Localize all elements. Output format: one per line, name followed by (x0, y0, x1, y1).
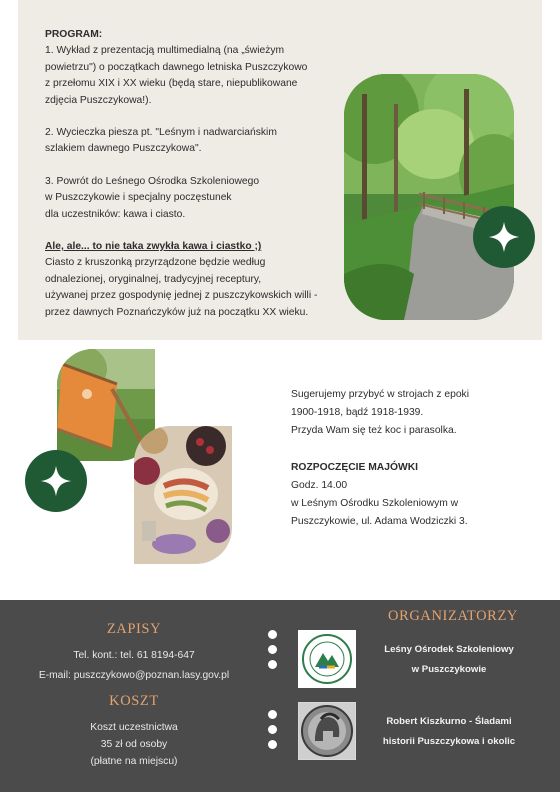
program-section (45, 27, 345, 321)
contact-email[interactable]: E-mail: puszczykowo@poznan.lasy.gov.pl (38, 670, 230, 681)
kiszkurno-logo (298, 702, 356, 760)
bullet-dots (268, 630, 278, 675)
organizers-title: ORGANIZATORZY (388, 608, 518, 624)
organizer-1 (364, 640, 534, 680)
program-item-1-line: powietrzu") o początkach dawnego letniska Puszczykowo (45, 61, 308, 73)
program-item-3-line: dla uczestników: kawa i ciasto. (45, 208, 186, 220)
start-detail-line: w Leśnym Ośrodku Szkoleniowym w (291, 498, 459, 510)
dot-icon (268, 645, 277, 654)
dot-icon (268, 660, 277, 669)
dress-code-line: Sugerujemy przybyć w strojach z epoki (291, 389, 469, 400)
dress-code-line: 1900-1918, bądź 1918-1939. (291, 407, 424, 419)
program-highlight: Ale, ale... to nie taka zwykła kawa i ciastko ;) (45, 241, 262, 253)
start-detail-line: Puszczykowie, ul. Adama Wodziczki 3. (291, 516, 468, 528)
start-heading: ROZPOCZĘCIE MAJÓWKI (291, 461, 418, 473)
program-item-2-line: 2. Wycieczka piesza pt. "Leśnym i nadwarciańskim (45, 127, 277, 139)
forest-path-photo (344, 74, 514, 320)
start-detail-line: Godz. 14.00 (291, 479, 348, 491)
program-heading: PROGRAM: (45, 29, 103, 40)
sparkle-icon (487, 220, 521, 254)
organizer-2 (364, 712, 534, 752)
koszt-title: KOSZT (109, 693, 159, 709)
cake-description-line: Ciasto z kruszonką przyrządzone będzie według (45, 257, 266, 269)
star-badge (473, 206, 535, 268)
sparkle-icon (39, 464, 73, 498)
cake-description-line: używanej przez gospodynię jednej z puszczykowskich willi - (45, 290, 318, 302)
program-item-1-line: z przełomu XIX i XX wieku (będą stare, niepublikowane (45, 78, 298, 90)
cost-line: Koszt uczestnictwa (90, 722, 178, 733)
cost-line: 35 zł od osoby (100, 739, 168, 750)
los-logo (298, 630, 356, 688)
cake-description-line: odnalezionej, oryginalnej, tradycyjnej receptury, (45, 273, 262, 285)
star-badge (25, 450, 87, 512)
dot-icon (268, 710, 277, 719)
contact-phone: Tel. kont.: tel. 61 8194-647 (73, 650, 195, 661)
program-item-1-line: 1. Wykład z prezentacją multimedialną (na „świeżym (45, 45, 285, 57)
organizer-2-line: historii Puszczykowa i okolic (382, 736, 516, 747)
forest-logo-icon (301, 633, 353, 685)
organizer-1-line: Leśny Ośrodek Szkoleniowy (384, 644, 514, 655)
dot-icon (268, 630, 277, 639)
cost-line: (płatne na miejscu) (90, 756, 178, 767)
cake-description-line: przez dawnych Poznańczyków już na początku XX wieku. (45, 306, 309, 318)
program-item-2-line: szlakiem dawnego Puszczykowa". (45, 143, 202, 155)
picnic-food-photo (134, 426, 232, 564)
program-item-3-line: 3. Powrót do Leśnego Ośrodka Szkoleniowego (45, 175, 260, 187)
helmet-logo-icon (299, 703, 355, 759)
bullet-dots (268, 710, 278, 755)
program-item-3-line: w Puszczykowie i specjalny poczęstunek (45, 192, 232, 204)
dress-code-line: Przyda Wam się też koc i parasolka. (291, 425, 457, 437)
organizer-1-line: w Puszczykowie (411, 664, 487, 675)
event-info (291, 386, 531, 531)
program-item-1-line: zdjęcia Puszczykowa!). (45, 94, 152, 106)
dot-icon (268, 740, 277, 749)
zapisy-title: ZAPISY (106, 621, 162, 637)
footer (0, 600, 560, 792)
dot-icon (268, 725, 277, 734)
organizer-2-line: Robert Kiszkurno - Śladami (386, 716, 512, 727)
